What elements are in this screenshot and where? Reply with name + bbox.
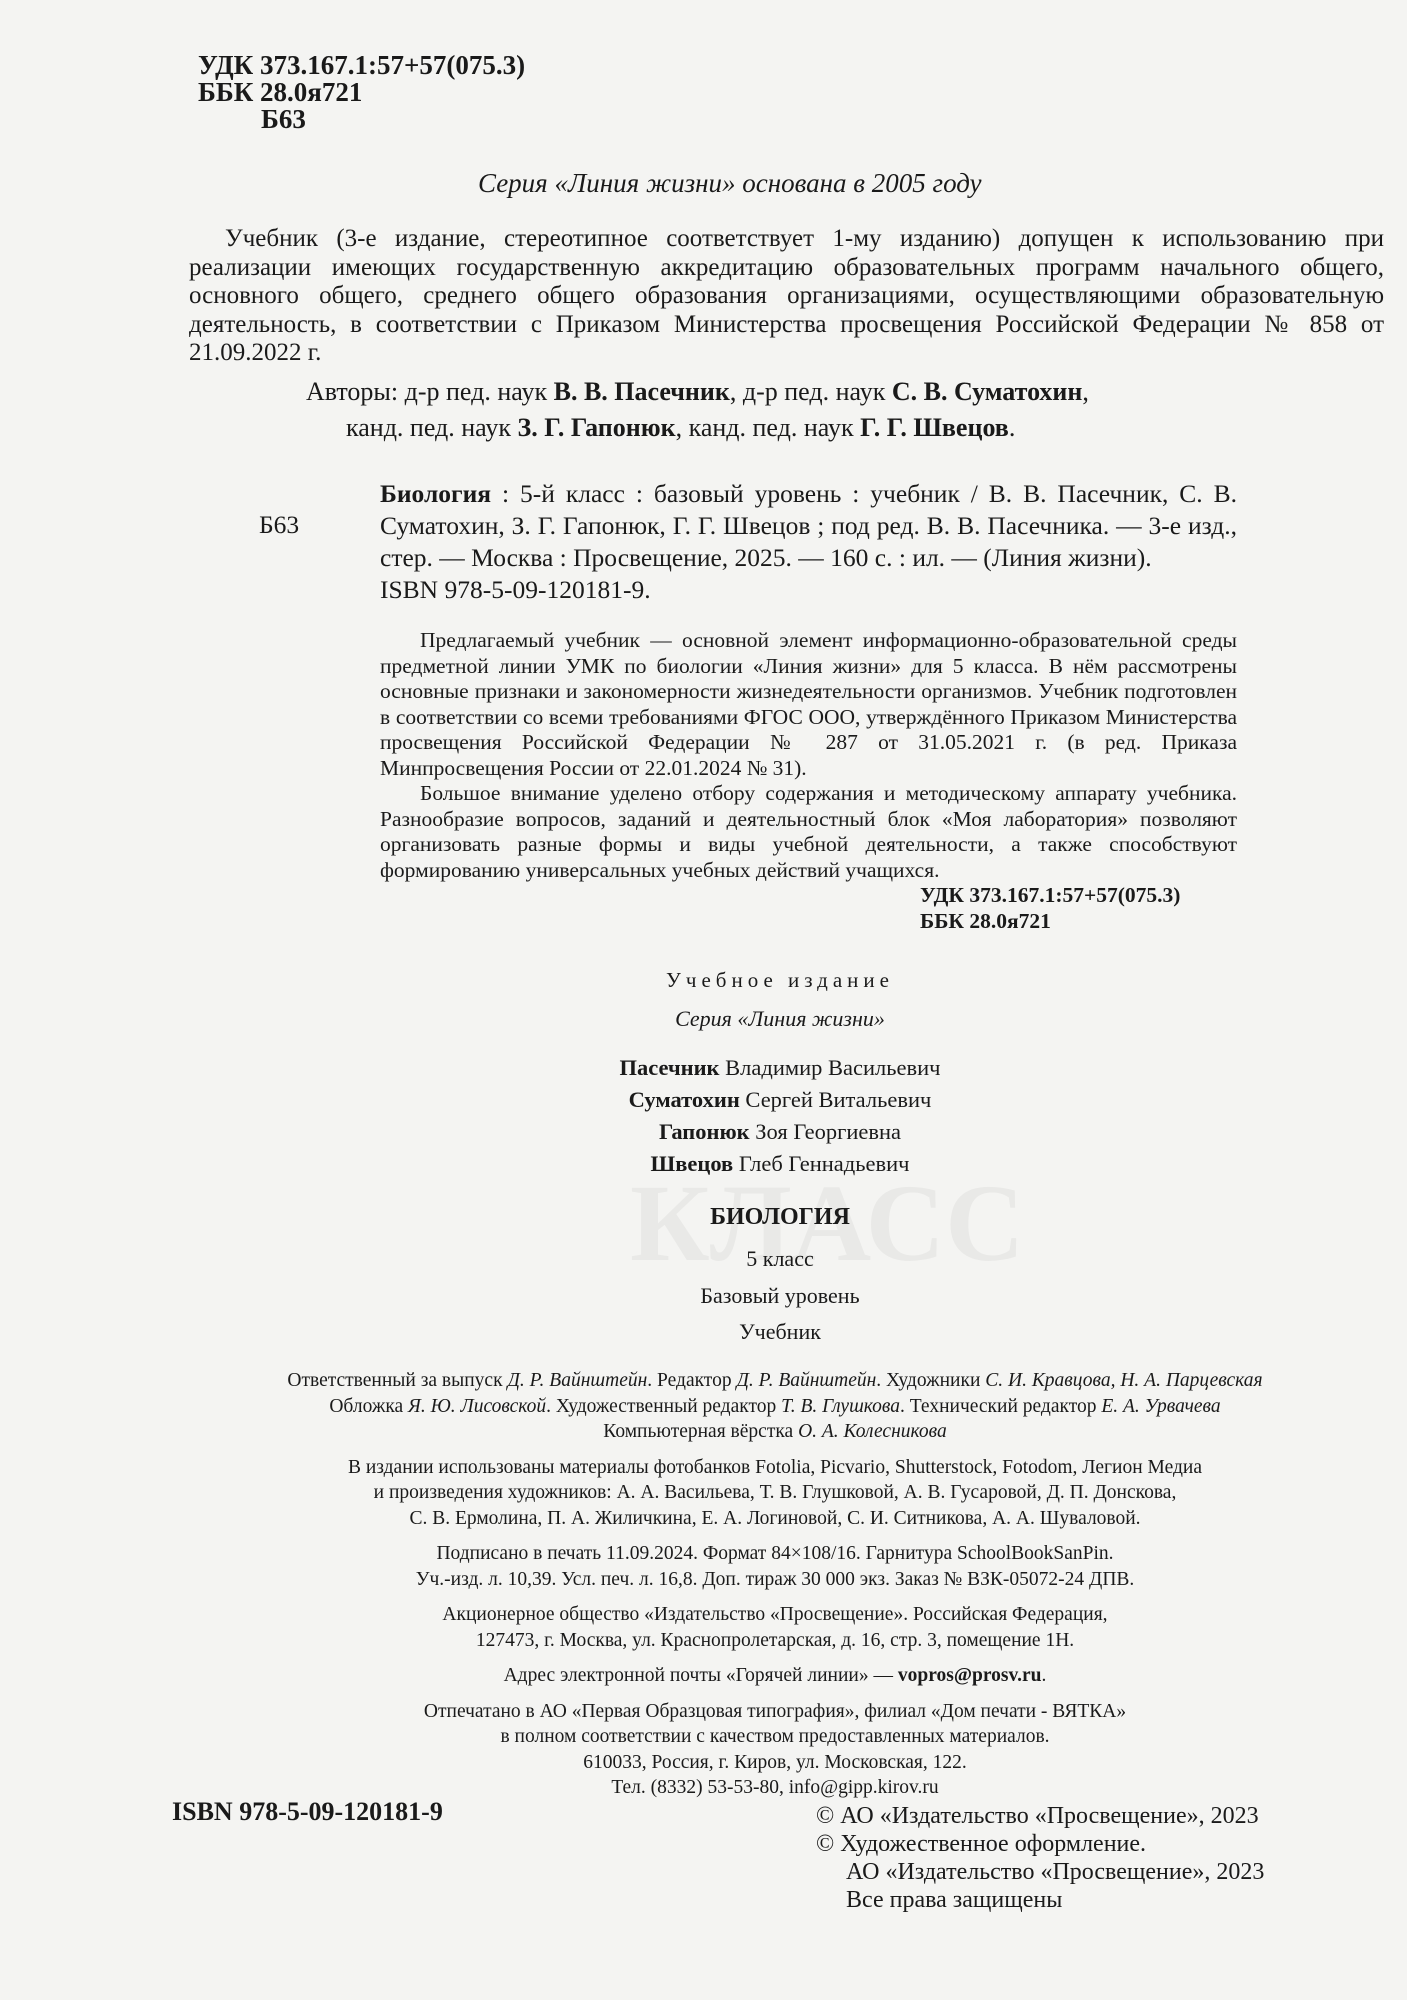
printer-info: Отпечатано в АО «Первая Образцовая типография», филиал «Дом печати - ВЯТКА» в полном соответствии с качеством предоставленных материалов. 610033, Россия, г. Киров, ул. Московская, 122. Тел. (8332) 53-53-80, info@gipp.kirov.ru [423,1700,1127,1798]
abstract-p1: Предлагаемый учебник — основной элемент информационно-образовательной среды предметной линии УМК по биологии «Линия жизни» для 5 класса. В нём рассмотрены основные признаки и закономерности жизнедеятельности организмов. Учебник подготовлен в соответствии со всеми требованиями ФГОС ООО, утверждённого Приказом Министерства просвещения Российской Федерации № 287 от 31.05.2021 г. (в ред. Приказа Минпросвещения России от 22.01.2024 № 31). [380,628,1237,780]
bibliographic-record [380,478,1237,606]
authors-sep: , д-р пед. наук [729,377,892,406]
book-grade: 5 класс [746,1246,814,1271]
hotline-email: vopros@prosv.ru [897,1665,1042,1686]
imprint-author: Гапонюк Зоя Георгиевна [658,1119,902,1144]
authors-sep: , канд. пед. наук [675,413,861,442]
udk-code: УДК 373.167.1:57+57(075.3) [198,50,526,80]
copyright-line: Все права защищены [846,1887,1063,1913]
copyright-line: © Художественное оформление. [816,1831,1147,1857]
imprint-series: Серия «Линия жизни» [675,1006,885,1031]
staff-role: . Технический редактор [900,1395,1102,1417]
book-level: Базовый уровень [700,1283,860,1308]
edition-type: Учебное издание [666,968,894,992]
author-name: С. В. Суматохин [891,377,1083,406]
staff-person: С. И. Кравцова, Н. А. Парцевская [985,1370,1263,1391]
author-name: Г. Г. Швецов [860,413,1009,442]
bib-isbn: ISBN 978-5-09-120181-9. [380,575,651,604]
staff-role: . Художники [876,1370,986,1391]
staff-person: Я. Ю. Лисовской [408,1395,547,1417]
imprint-author: Швецов Глеб Геннадьевич [650,1151,910,1176]
bbk-code: ББК 28.0я721 [198,77,363,107]
staff-line [160,1368,1390,1394]
abstract-udk: УДК 373.167.1:57+57(075.3) [920,883,1181,907]
staff-credits [160,1368,1390,1445]
book-kind: Учебник [739,1319,821,1344]
copyright [816,1802,1264,1914]
staff-role: Компьютерная вёрстка [603,1421,799,1442]
bib-details: : 5-й класс : базовый уровень : учебник / В. В. Пасечник, С. В. Суматохин, З. Г. Гапонюк, Г. Г. Швецов ; под ред. В. В. Пасечника. — 3-е изд., стер. — Москва : Просвещение, 2025. — 160 с. : ил. — (Линия жизни). [380,479,1237,572]
staff-role: Обложка [329,1395,409,1417]
publisher-info: Акционерное общество «Издательство «Просвещение». Российская Федерация, 127473, г. Москва, ул. Краснопролетарская, д. 16, стр. 3, помещение 1Н. [442,1604,1108,1651]
footer-isbn: ISBN 978-5-09-120181-9 [172,1797,443,1826]
copyright-line: АО «Издательство «Просвещение», 2023 [846,1859,1265,1885]
abstract [380,628,1237,934]
print-info: Подписано в печать 11.09.2024. Формат 84×108/16. Гарнитура SchoolBookSanPin. Уч.-изд. л. 10,39. Усл. печ. л. 16,8. Доп. тираж 30 000 экз. Заказ № ВЗК-05072-24 ДПВ. [415,1543,1135,1590]
authors-prefix: канд. пед. наук [346,413,518,442]
author-name: В. В. Пасечник [553,377,730,406]
authors-sep: , [1082,377,1089,406]
authors [306,374,1306,446]
materials-credits: В издании использованы материалы фотобанков Fotolia, Picvario, Shutterstock, Fotodom, Легион Медиа и произведения художников: А. А. Васильева, Т. В. Глушковой, А. В. Гусаровой, Д. П. Донскова, С. В. Ермолина, П. А. Жиличкина, Е. А. Логиновой, С. И. Ситникова, А. А. Шуваловой. [347,1456,1203,1529]
staff-line [160,1419,1390,1445]
authors-prefix: Авторы: д-р пед. наук [306,377,554,406]
staff-person: Е. А. Урвачева [1101,1395,1221,1417]
staff-role: Ответственный за выпуск [287,1370,508,1391]
imprint-authors [480,1052,1080,1180]
staff-role: . Художественный редактор [546,1395,782,1417]
book-title: БИОЛОГИЯ [710,1204,850,1230]
approval-text: Учебник (3-е издание, стереотипное соответствует 1-му изданию) допущен к использованию при реализации имеющих государственную аккредитацию образовательных программ начального общего, основного общего, среднего общего образования организациями, осуществляющими образовательную деятельность, в соответствии с Приказом Министерства просвещения Российской Федерации № 858 от 21.09.2022 г. [189,225,1384,366]
abstract-bbk: ББК 28.0я721 [920,908,1051,933]
imprint-author: Суматохин Сергей Витальевич [628,1087,932,1112]
approval-paragraph [189,225,1384,368]
copyright-line: © АО «Издательство «Просвещение», 2023 [816,1803,1259,1829]
hotline-info: Адрес электронной почты «Горячей линии» — vopros@prosv.ru. [503,1665,1047,1686]
author-mark: Б63 [261,104,306,134]
credits [160,1368,1390,1811]
staff-person: Д. Р. Вайнштейн [507,1370,648,1391]
imprint-author: Пасечник Владимир Васильевич [619,1055,941,1080]
staff-role: . Редактор [647,1370,737,1391]
header-codes [198,52,525,133]
bib-author-mark: Б63 [259,510,300,539]
authors-sep: . [1008,413,1016,442]
author-name: З. Г. Гапонюк [517,413,676,442]
abstract-p2: Большое внимание уделено отбору содержания и методическому аппарату учебника. Разнообразие вопросов, заданий и деятельностный блок «Моя лаборатория» позволяют организовать разные формы и виды учебной деятельности, а также способствуют формированию универсальных учебных действий учащихся. [380,781,1237,882]
staff-person: Д. Р. Вайнштейн [736,1370,877,1391]
staff-person: Т. В. Глушкова [781,1395,901,1417]
staff-line [160,1394,1390,1420]
series-note: Серия «Линия жизни» основана в 2005 году [478,168,982,198]
bib-title: Биология [380,479,492,508]
staff-person: О. А. Колесникова [798,1421,947,1442]
